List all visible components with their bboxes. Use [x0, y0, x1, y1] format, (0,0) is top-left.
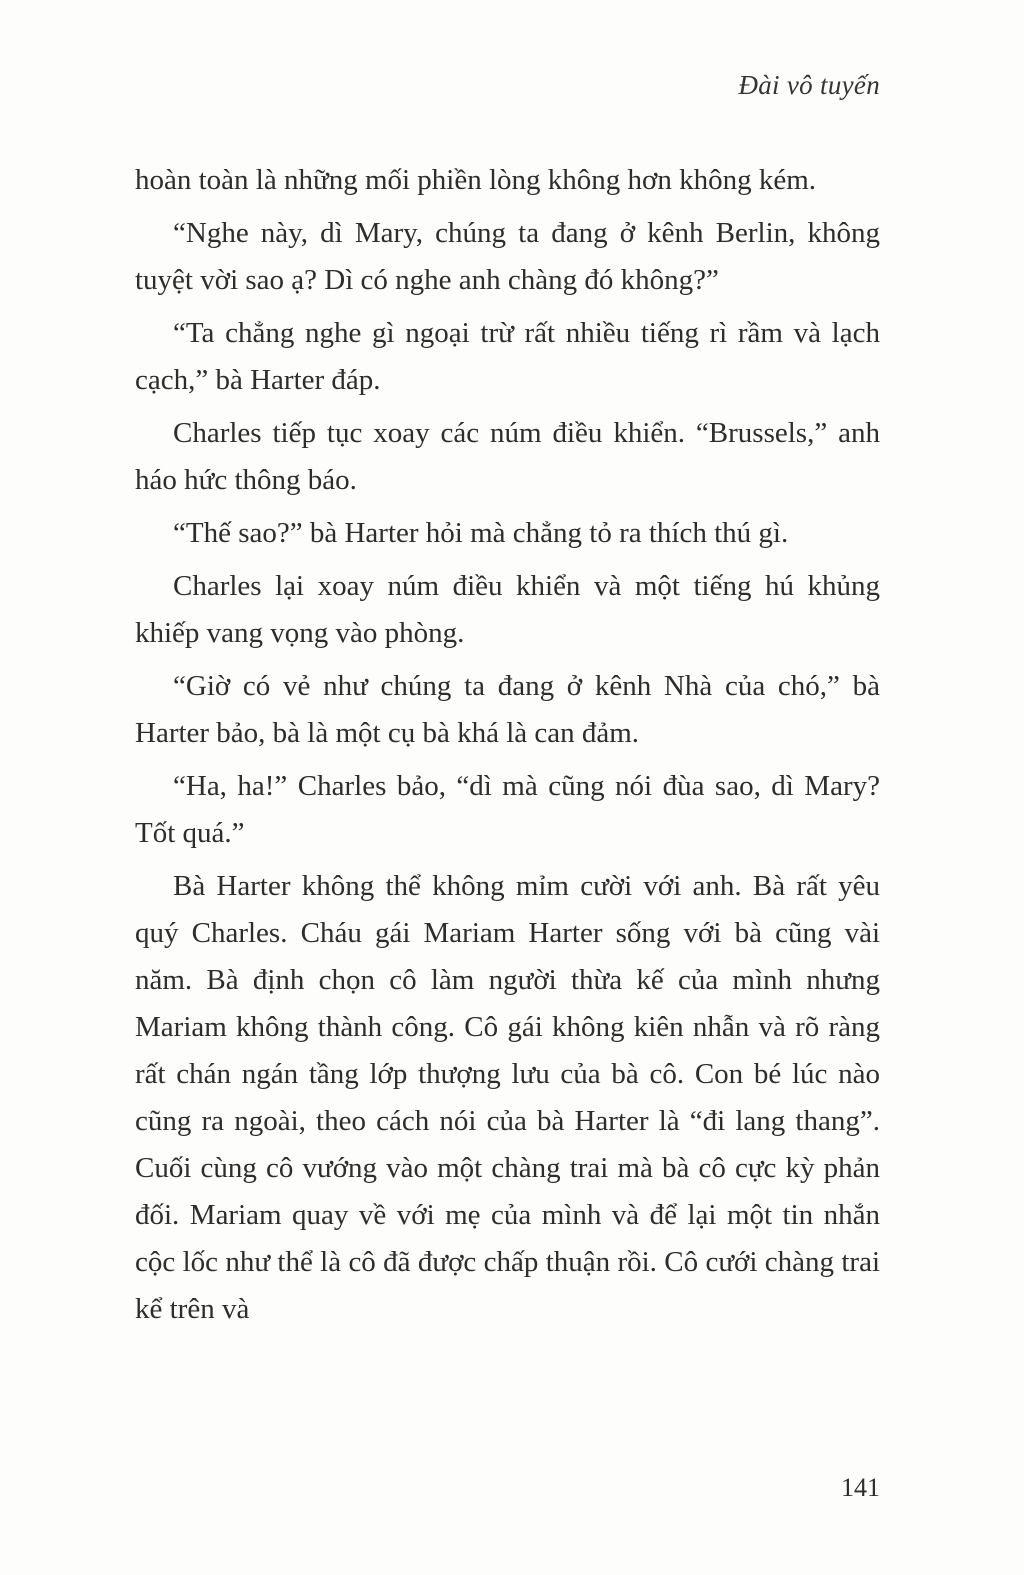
paragraph: Charles tiếp tục xoay các núm điều khiển. “Brussels,” anh háo hức thông báo. [135, 417, 880, 496]
paragraph: “Thế sao?” bà Harter hỏi mà chẳng tỏ ra thích thú gì. [173, 517, 789, 549]
running-header [135, 0, 880, 101]
paragraph: Charles lại xoay núm điều khiển và một tiếng hú khủng khiếp vang vọng vào phòng. [135, 570, 880, 649]
paragraph: “Ha, ha!” Charles bảo, “dì mà cũng nói đùa sao, dì Mary? Tốt quá.” [135, 770, 880, 849]
page-number: 141 [841, 1473, 880, 1502]
paragraph: “Ta chẳng nghe gì ngoại trừ rất nhiều tiếng rì rầm và lạch cạch,” bà Harter đáp. [135, 317, 880, 396]
page-footer [841, 1473, 880, 1503]
paragraph: “Nghe này, dì Mary, chúng ta đang ở kênh Berlin, không tuyệt vời sao ạ? Dì có nghe anh chàng đó không?” [135, 217, 880, 296]
paragraph: Bà Harter không thể không mỉm cười với anh. Bà rất yêu quý Charles. Cháu gái Mariam Harter sống với bà cũng vài năm. Bà định chọn cô làm người thừa kế của mình nhưng Mariam không thành công. Cô gái không kiên nhẫn và rõ ràng rất chán ngán tầng lớp thượng lưu của bà cô. Con bé lúc nào cũng ra ngoài, theo cách nói của bà Harter là “đi lang thang”. Cuối cùng cô vướng vào một chàng trai mà bà cô cực kỳ phản đối. Mariam quay về với mẹ của mình và để lại một tin nhắn cộc lốc như thể là cô đã được chấp thuận rồi. Cô cưới chàng trai kể trên và [135, 870, 880, 1325]
body-text [135, 157, 880, 1333]
paragraph: “Giờ có vẻ như chúng ta đang ở kênh Nhà của chó,” bà Harter bảo, bà là một cụ bà khá là can đảm. [135, 670, 880, 749]
running-title: Đài vô tuyến [738, 70, 880, 100]
paragraph: hoàn toàn là những mối phiền lòng không hơn không kém. [135, 164, 817, 196]
